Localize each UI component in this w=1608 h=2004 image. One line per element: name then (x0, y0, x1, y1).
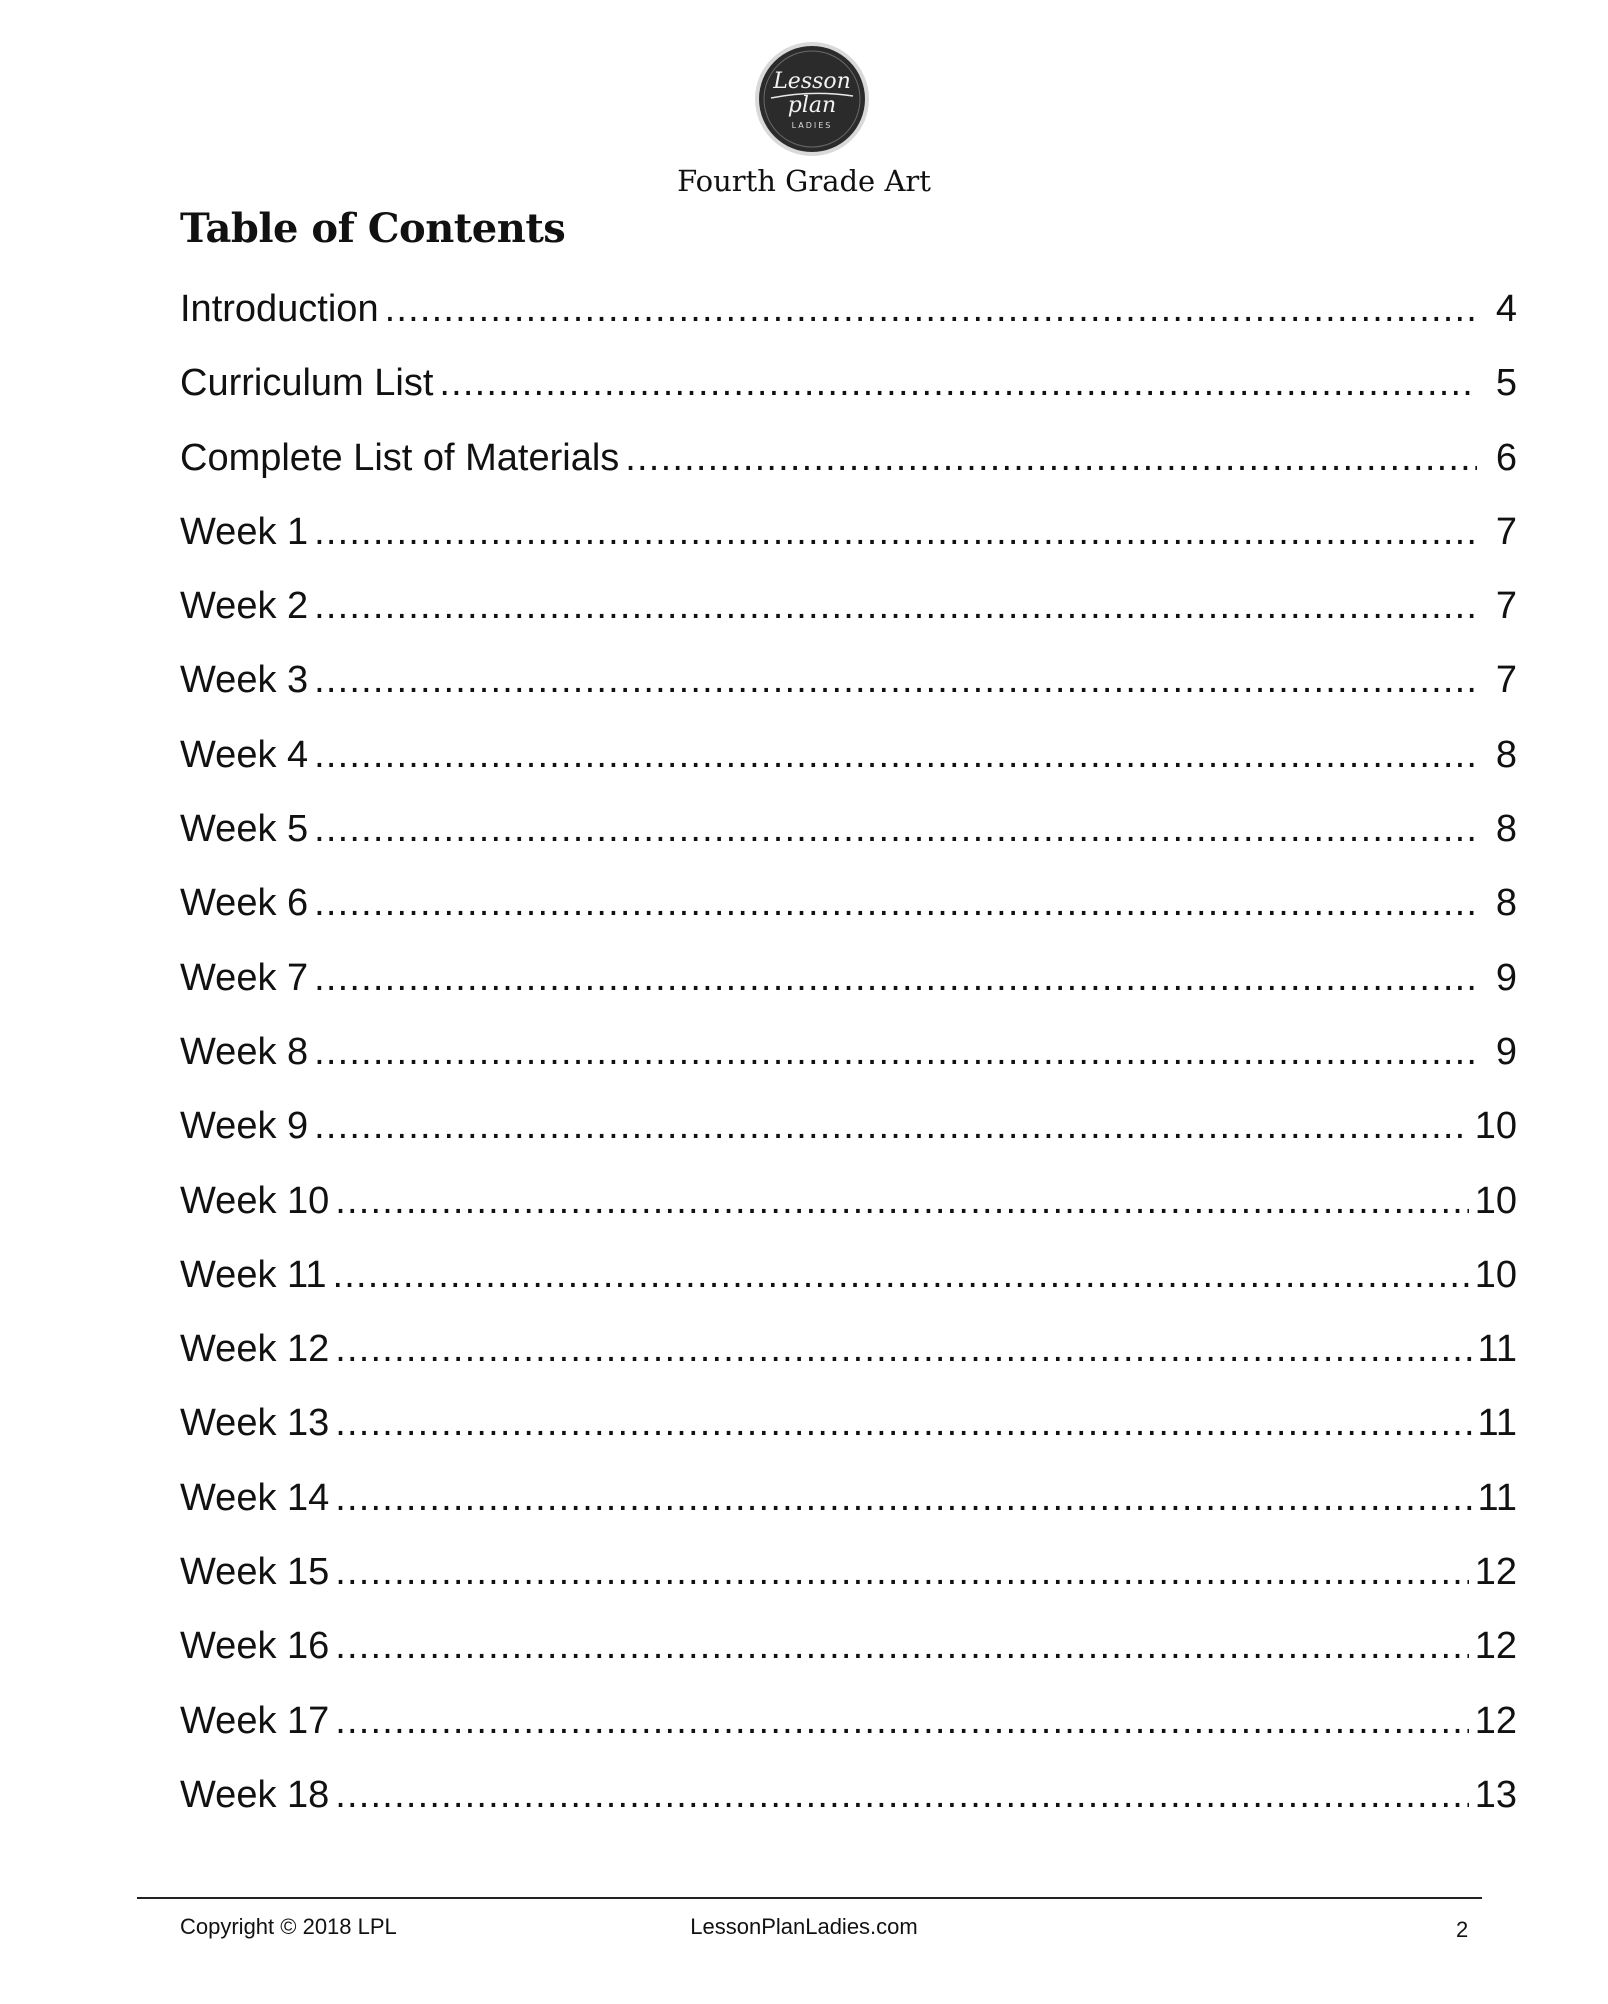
toc-entry[interactable] (180, 659, 1517, 733)
dot-leader (314, 882, 1477, 925)
toc-entry-label: Introduction (180, 288, 379, 330)
dot-leader (439, 362, 1477, 405)
dot-leader (625, 437, 1477, 480)
footer-divider (137, 1897, 1482, 1899)
toc-entry[interactable] (180, 1700, 1517, 1774)
dot-leader (314, 659, 1477, 702)
toc-entry-page: 6 (1495, 436, 1517, 479)
toc-entry[interactable] (180, 585, 1517, 659)
toc-entry-page: 7 (1495, 585, 1517, 628)
svg-text:plan: plan (787, 93, 837, 118)
toc-entry-label: Week 9 (180, 1105, 309, 1148)
dot-leader (314, 1105, 1469, 1148)
toc-entry-label: Week 4 (180, 733, 309, 776)
toc-entry-page: 10 (1474, 1253, 1517, 1296)
dot-leader (314, 1031, 1477, 1074)
toc-entry-label: Curriculum List (180, 362, 434, 405)
dot-leader (335, 1700, 1468, 1743)
toc-entry-page: 11 (1477, 1328, 1517, 1371)
toc-entry[interactable] (180, 1105, 1517, 1179)
toc-entry-page: 5 (1495, 362, 1517, 405)
toc-entry-label: Week 3 (180, 659, 309, 702)
toc-entry-label: Week 14 (180, 1476, 330, 1519)
dot-leader (332, 1254, 1468, 1297)
toc-entry-page: 8 (1495, 733, 1517, 776)
dot-leader (335, 1774, 1468, 1817)
toc-entry-page: 13 (1474, 1773, 1517, 1816)
dot-leader (385, 288, 1477, 331)
dot-leader (314, 511, 1477, 554)
dot-leader (335, 1625, 1468, 1668)
toc-entry[interactable] (180, 1254, 1517, 1328)
dot-leader (335, 1402, 1471, 1445)
toc-entry-page: 12 (1474, 1551, 1517, 1594)
toc-entry-label: Week 18 (180, 1773, 330, 1816)
toc-entry[interactable] (180, 1774, 1517, 1848)
toc-entry-page: 7 (1495, 659, 1517, 702)
toc-entry[interactable] (180, 808, 1517, 882)
toc-heading: Table of Contents (180, 205, 566, 252)
toc-entry[interactable] (180, 1551, 1517, 1625)
toc-entry-page: 4 (1495, 288, 1517, 330)
toc-entry-page: 9 (1495, 956, 1517, 999)
toc-entry-label: Week 17 (180, 1699, 330, 1742)
toc-entry-label: Week 6 (180, 882, 309, 925)
toc-entry-label: Week 13 (180, 1402, 330, 1445)
dot-leader (314, 585, 1477, 628)
dot-leader (335, 1477, 1471, 1520)
toc-entry[interactable] (180, 882, 1517, 956)
toc-entry[interactable] (180, 957, 1517, 1031)
toc-entry-label: Week 16 (180, 1625, 330, 1668)
svg-text:LADIES: LADIES (791, 121, 833, 130)
toc-entry-label: Week 1 (180, 510, 309, 553)
toc-entry-label: Week 11 (180, 1253, 327, 1296)
dot-leader (335, 1551, 1468, 1594)
toc-entry[interactable] (180, 1180, 1517, 1254)
toc-entry-label: Week 15 (180, 1551, 330, 1594)
toc-entry-page: 8 (1495, 882, 1517, 925)
toc-entry-label: Week 7 (180, 956, 309, 999)
toc-entry[interactable] (180, 288, 1517, 362)
toc-entry-label: Week 12 (180, 1328, 330, 1371)
table-of-contents (180, 288, 1517, 1848)
toc-entry-label: Complete List of Materials (180, 436, 620, 479)
dot-leader (314, 808, 1477, 851)
toc-entry-page: 8 (1495, 808, 1517, 851)
toc-entry-page: 11 (1477, 1476, 1517, 1519)
toc-entry[interactable] (180, 1625, 1517, 1699)
dot-leader (335, 1180, 1468, 1223)
toc-entry[interactable] (180, 1477, 1517, 1551)
toc-entry[interactable] (180, 511, 1517, 585)
toc-entry[interactable] (180, 362, 1517, 436)
svg-text:Lesson: Lesson (773, 69, 851, 94)
toc-entry[interactable] (180, 1402, 1517, 1476)
toc-entry-page: 11 (1477, 1402, 1517, 1445)
dot-leader (314, 957, 1477, 1000)
toc-entry[interactable] (180, 1328, 1517, 1402)
document-subtitle: Fourth Grade Art (677, 164, 931, 198)
toc-entry-label: Week 2 (180, 585, 309, 628)
toc-entry[interactable] (180, 1031, 1517, 1105)
toc-entry[interactable] (180, 734, 1517, 808)
toc-entry-page: 9 (1495, 1030, 1517, 1073)
toc-entry-label: Week 8 (180, 1030, 309, 1073)
toc-entry-label: Week 10 (180, 1179, 330, 1222)
toc-entry-page: 10 (1474, 1105, 1517, 1148)
lesson-plan-ladies-logo (753, 40, 871, 158)
toc-entry-page: 12 (1474, 1699, 1517, 1742)
toc-entry-label: Week 5 (180, 808, 309, 851)
toc-entry[interactable] (180, 437, 1517, 511)
toc-entry-page: 7 (1495, 510, 1517, 553)
dot-leader (314, 734, 1477, 777)
footer-page-number: 2 (1456, 1917, 1469, 1942)
footer-website: LessonPlanLadies.com (690, 1914, 918, 1939)
dot-leader (335, 1328, 1471, 1371)
footer-copyright: Copyright © 2018 LPL (180, 1914, 397, 1939)
toc-entry-page: 10 (1474, 1179, 1517, 1222)
toc-entry-page: 12 (1474, 1625, 1517, 1668)
